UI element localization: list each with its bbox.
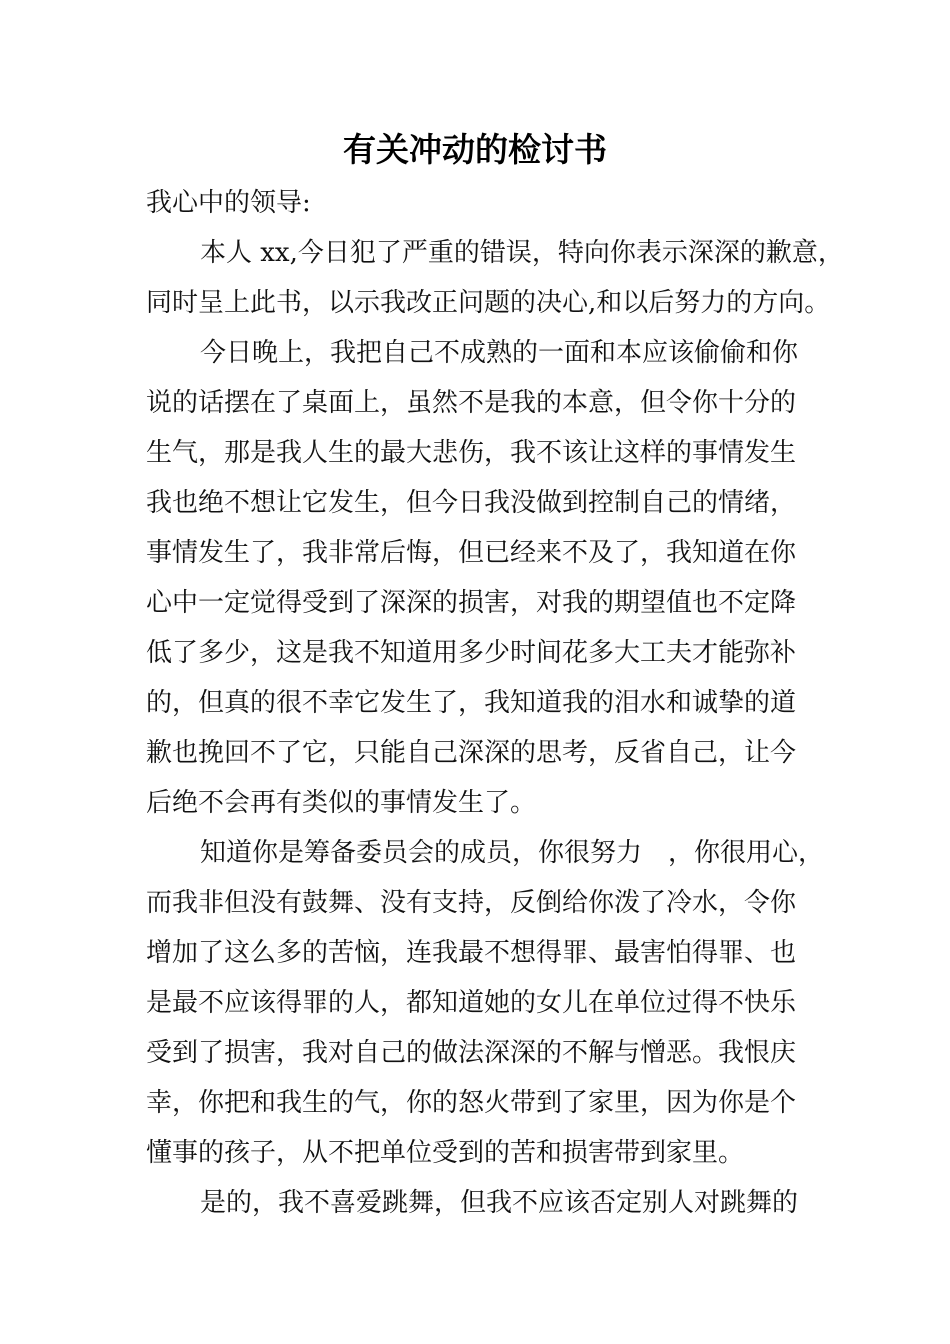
paragraph-line: 幸，你把和我生的气，你的怒火带到了家里，因为你是个 bbox=[146, 1088, 797, 1118]
paragraph-line: 今日晚上，我把自己不成熟的一面和本应该偷偷和你 bbox=[200, 338, 799, 368]
paragraph-line: 知道你是筹备委员会的成员，你很努力 ，你很用心， bbox=[200, 838, 825, 868]
paragraph-line: 而我非但没有鼓舞、没有支持，反倒给你泼了冷水，令你 bbox=[146, 888, 797, 918]
paragraph-line: 是最不应该得罪的人，都知道她的女儿在单位过得不快乐 bbox=[146, 988, 797, 1018]
paragraph-line: 后绝不会再有类似的事情发生了。 bbox=[146, 788, 537, 818]
paragraph-line: 本人 xx,今日犯了严重的错误，特向你表示深深的歉意， bbox=[200, 238, 844, 268]
salutation: 我心中的领导: bbox=[146, 188, 311, 218]
paragraph-line: 同时呈上此书，以示我改正问题的决心,和以后努力的方向。 bbox=[146, 288, 831, 318]
document-body bbox=[146, 178, 844, 1228]
paragraph-line: 心中一定觉得受到了深深的损害，对我的期望值也不定降 bbox=[146, 588, 797, 618]
paragraph-line: 歉也挽回不了它，只能自己深深的思考，反省自己，让今 bbox=[146, 738, 797, 768]
paragraph-line: 说的话摆在了桌面上，虽然不是我的本意，但令你十分的 bbox=[146, 388, 797, 418]
paragraph-line: 懂事的孩子，从不把单位受到的苦和损害带到家里。 bbox=[146, 1138, 745, 1168]
paragraph-line: 生气，那是我人生的最大悲伤，我不该让这样的事情发生 bbox=[146, 438, 797, 468]
paragraph-line: 是的，我不喜爱跳舞，但我不应该否定别人对跳舞的 bbox=[200, 1188, 799, 1218]
paragraph-line: 受到了损害，我对自己的做法深深的不解与憎恶。我恨庆 bbox=[146, 1038, 797, 1068]
paragraph-line: 事情发生了，我非常后悔，但已经来不及了，我知道在你 bbox=[146, 538, 797, 568]
document-title: 有关冲动的检讨书 bbox=[343, 130, 607, 169]
paragraph-line: 低了多少，这是我不知道用多少时间花多大工夫才能弥补 bbox=[146, 638, 797, 668]
paragraph-line: 的，但真的很不幸它发生了，我知道我的泪水和诚挚的道 bbox=[146, 688, 797, 718]
paragraph-line: 我也绝不想让它发生，但今日我没做到控制自己的情绪， bbox=[146, 488, 797, 518]
paragraph-line: 增加了这么多的苦恼，连我最不想得罪、最害怕得罪、也 bbox=[146, 938, 797, 968]
